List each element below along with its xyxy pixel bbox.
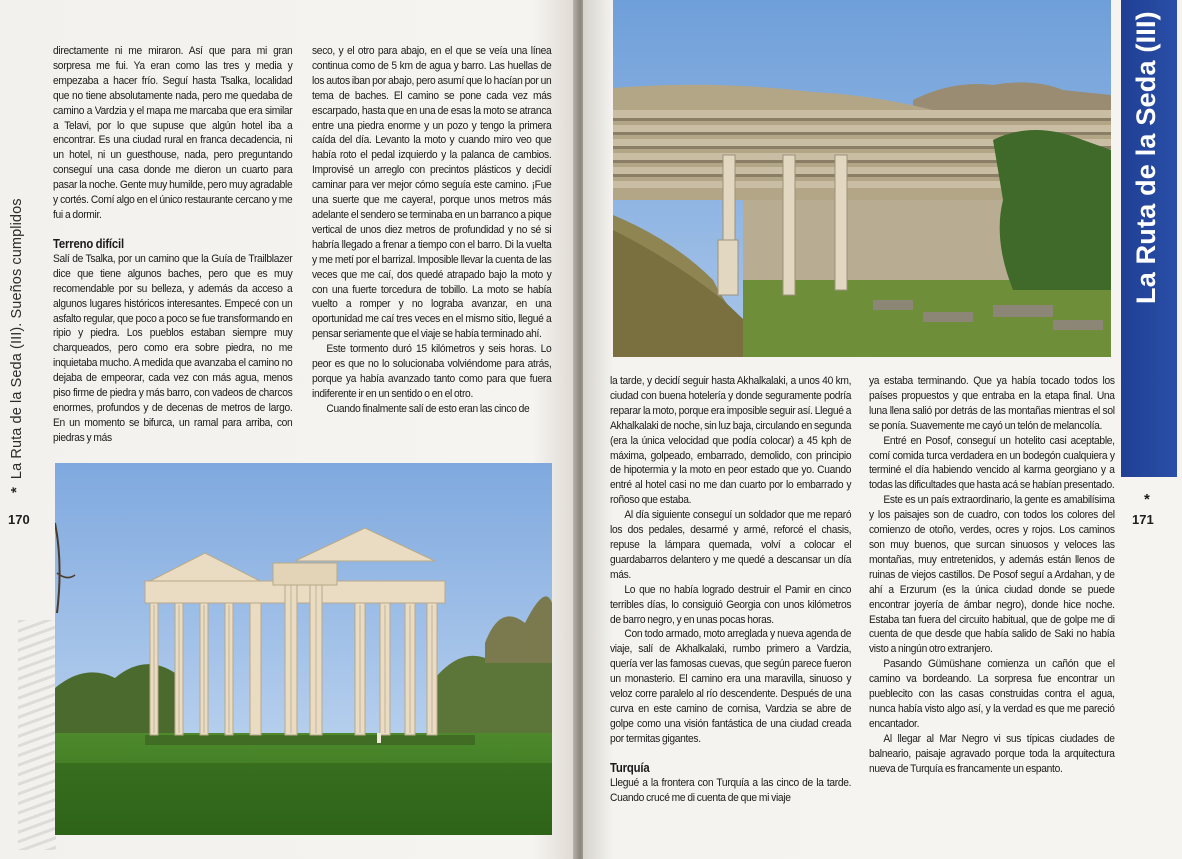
page-number-left: 170: [8, 512, 30, 527]
page-number-right: 171: [1132, 512, 1154, 527]
paragraph: Salí de Tsalka, por un camino que la Guía de Trailblazer dice que tiene algunos baches, pero que es muy recomendable por su belleza, y además da acceso a algunos lugares históricos interesantes. Empecé con un asfalto regular, que poco a poco se fue transformando en ripio y piedra. Los pueblos estaban siempre muy charqueados, pero como era sobre piedra, no me inquietaba mucho. A medida que avanzaba el camino no dejaba de empeorar, cada vez con más agua, menos piso firme de piedra y más barro, con vadeos de charcos enormes, profundos y de decenas de metros de largo. En un momento se bifurca, un ramal para arriba, con piedras y más: [53, 252, 293, 444]
paragraph: Este es un país extraordinario, la gente es amabilísima y los paisajes son de cuadro, con todos los colores del comienzo de otoño, verdes, ocres y rojos. Los caminos son muy buenos, que surcan sinuosos y veloces las montañas, muy entretenidos, y además están llenos de ruinas de viejos castillos. De Posof seguí a Ardahan, y de ahí a Erzurum (es la única ciudad donde se puede encontrar joyería de ámbar negro), donde hice noche. Estaba tan fuera del circuito habitual, que de golpe me di cuenta de que desde que había salido de Saki no había visto a ningún otro extranjero.: [869, 494, 1115, 656]
running-head: [8, 198, 25, 493]
paragraph: ya estaba terminando. Que ya había tocado todos los países propuestos y que entraba en la etapa final. Una luna llena salió por detrás de las montañas mientras el sol se ponía. Suavemente me cayó un telón de melancolía.: [869, 375, 1115, 432]
left-page: [0, 0, 579, 859]
section-heading: Terreno difícil: [53, 236, 124, 251]
left-column-1: [53, 44, 292, 446]
paragraph: Lo que no había logrado destruir el Pamir en cinco terribles días, lo consiguió Georgia con unos kilómetros de barro negro, y en unas pocas horas.: [610, 583, 852, 626]
paragraph: Pasando Gümüshane comienza un cañón que el camino va bordeando. La sorpresa fue encontrar un pueblecito con las casas construidas contra el agua, nunca había visto algo así, y la verdad es que me pareció encantador.: [869, 658, 1115, 730]
paragraph: Al día siguiente conseguí un soldador que me reparó los dos pedales, desarmé y armé, reforcé el chasis, repuse la lámpara quemada, volví a colocar el guardabarros delantero y me quedé a descansar un día más.: [610, 509, 852, 581]
photo-ancient-theatre: [613, 0, 1111, 357]
paragraph: Al llegar al Mar Negro vi sus típicas ciudades de balneario, paisaje agravado porque toda la arquitectura nueva de Turquía es francamente un espanto.: [869, 732, 1115, 775]
paragraph: seco, y el otro para abajo, en el que se veía una línea continua como de 5 km de agua y barro. Las huellas de los autos iban por abajo, pero asumí que lo hacían por un tema de baches. El camino se pone cada vez más escarpado, hasta que en una de esas la moto se atranca entre una piedra enorme y un pozo y tengo la primera caída del día. Levanto la moto y cuando miro veo que había roto el pedal izquierdo y la palanca de cambios. Improvisé un arreglo con precintos plásticos y decidí caminar para ver mejor cómo seguía este camino. ¡Fue una suerte que me cayera!, porque unos metros más adelante el sendero se terminaba en un barranco a pique vertical de unos diez metros de profundidad y no sé si habría llegado a frenar a tiempo con el barro. Di la vuelta y me metí por el barrizal. Imposible llevar la cuenta de las veces que me caí, dos quedé atrapado bajo la moto y con una fuerte torcedura de tobillo. La moto se había vuelto a romper y no lograba avanzar, en una oportunidad me caí tres veces en el mismo sitio, llegué a pensar seriamente que el viaje se había terminado ahí.: [312, 45, 552, 341]
star-icon: *: [1144, 491, 1150, 508]
left-column-2: [312, 44, 551, 417]
paragraph: la tarde, y decidí seguir hasta Akhalkalaki, a unos 40 km, ciudad con buena hotelería y donde seguramente podría reparar la moto, porque era imposible seguir así. Llegué a Akhalkalaki de noche, sin luz baja, circulando en segunda (era la única velocidad que podía colocar) a 45 kph de máxima, golpeado, embarrado, demolido, con principio de hipotermia y la moto en peor estado que yo. Cuando entré al hotel casi no me dan cuarto por lo embarrado y roñoso que estaba.: [610, 375, 852, 507]
paragraph: Este tormento duró 15 kilómetros y seis horas. Lo peor es que no lo solucionaba volviéndome para atrás, porque ya había avanzado tanto como para que fuera indiferente ir en un sentido o en el otro.: [312, 343, 552, 400]
right-column-1: [610, 374, 851, 805]
chapter-title: La Ruta de la Seda (III): [1131, 11, 1161, 304]
paragraph: directamente ni me miraron. Así que para mi gran sorpresa me fui. Ya eran como las tres y media y empezaba a hacer frío. Seguí hasta Tsalka, localidad que no tiene absolutamente nada, pero me quedaba de camino a Vardzia y el mapa me marcaba que era similar a Telavi, por lo que supuse que algún hotel iba a encontrar. Es una ciudad rural en franca decadencia, ni un hotel, ni un guesthouse, nada, pero preguntando conseguí una casa donde me dieron un cuarto para pasar la noche. Gente muy humilde, pero muy agradable y cortés. Comí algo en el único restaurante cercano y me fui a dormir.: [53, 45, 293, 221]
paragraph: Llegué a la frontera con Turquía a las cinco de la tarde. Cuando crucé me di cuenta de que mi viaje: [610, 776, 852, 804]
section-heading: Turquía: [610, 760, 650, 775]
paragraph: Cuando finalmente salí de esto eran las cinco de: [326, 402, 530, 415]
decorative-texture: [18, 620, 56, 850]
chapter-band: [1121, 0, 1177, 477]
right-column-2: [869, 374, 1115, 776]
running-head-text: La Ruta de la Seda (III). Sueños cumplidos: [9, 198, 25, 480]
right-page: [583, 0, 1182, 859]
paragraph: Entré en Posof, conseguí un hotelito casi aceptable, comí comida turca verdadera en un bodegón cualquiera y terminé el día habiendo vencido al karma georgiano y a todas las dificultades que hasta acá se habían presentado.: [869, 434, 1115, 492]
paragraph: Con todo armado, moto arreglada y nueva agenda de viaje, salí de Akhalkalaki, rumbo primero a Vardzia, quería ver las famosas cuevas, que según parece fueron un monasterio. El camino era una maravilla, sinuoso y veloz corre paralelo al río descendente. Después de una curva en este camino de cornisa, Vardzia se abre de golpe como una visión fantástica de una ciudad creada por termitas gigantes.: [610, 628, 852, 745]
photo-temple-gate: [55, 463, 552, 835]
star-icon: *: [8, 487, 25, 493]
